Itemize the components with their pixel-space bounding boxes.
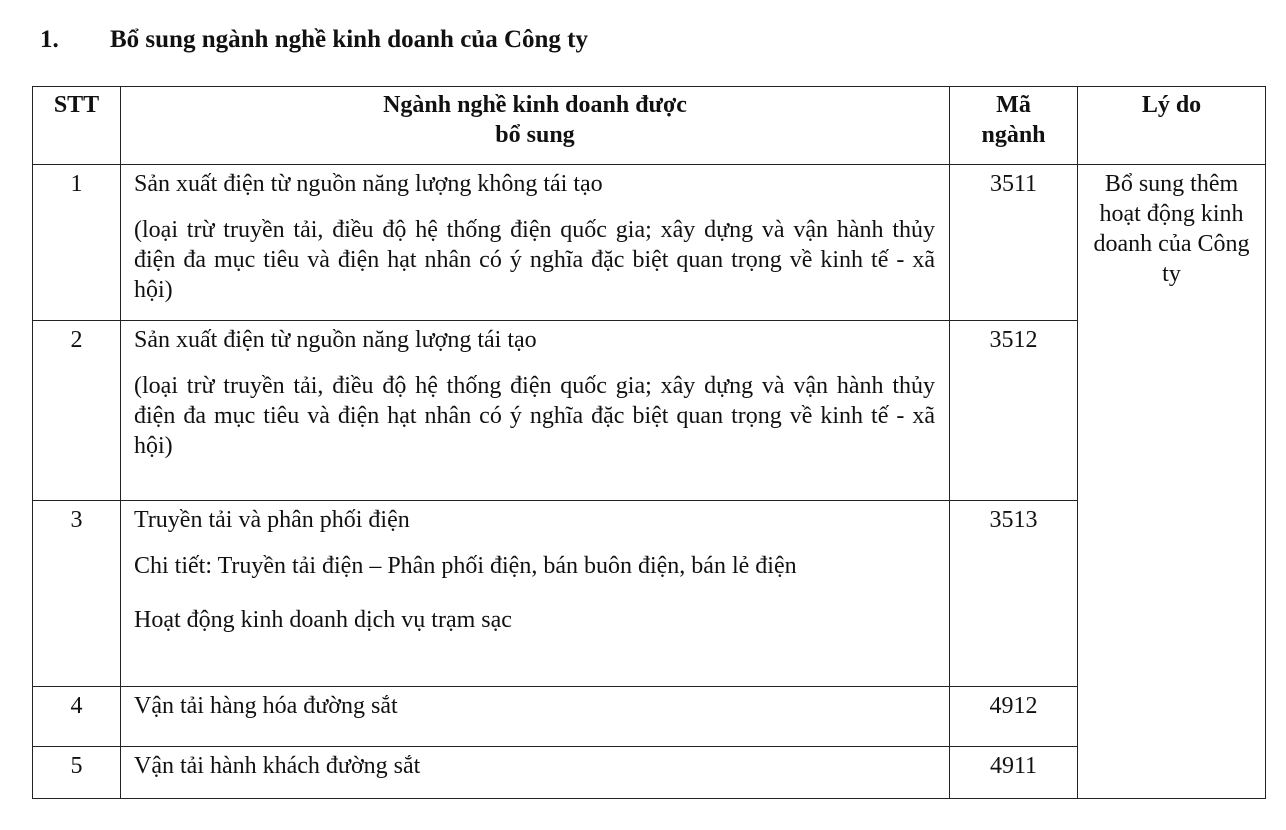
header-business-line-1: Ngành nghề kinh doanh được: [383, 92, 687, 118]
row-stt: 4: [33, 687, 121, 747]
header-code-1: Mã: [996, 92, 1031, 118]
header-business-line-2: bổ sung: [495, 122, 575, 148]
row-business-line: [121, 165, 950, 321]
row-detail-2: Hoạt động kinh doanh dịch vụ trạm sạc: [134, 607, 512, 633]
reason-cell: Bổ sung thêm hoạt động kinh doanh của Công ty: [1078, 165, 1266, 799]
row-title: Truyền tải và phân phối điện: [134, 507, 410, 533]
header-code: [950, 87, 1078, 165]
business-lines-table: [32, 86, 1266, 799]
row-code: 3513: [950, 501, 1078, 687]
row-title: Sản xuất điện từ nguồn năng lượng tái tạo: [134, 327, 537, 353]
row-stt: 5: [33, 747, 121, 799]
table-row: [33, 165, 1266, 321]
row-code: 3511: [950, 165, 1078, 321]
row-code: 4911: [950, 747, 1078, 799]
section-heading: [40, 26, 588, 54]
row-business-line: [121, 747, 950, 799]
row-stt: 2: [33, 321, 121, 501]
row-detail: (loại trừ truyền tải, điều độ hệ thống điện quốc gia; xây dựng và vận hành thủy điện đa mục tiêu và điện hạt nhân có ý nghĩa đặc biệt quan trọng về kinh tế - xã hội): [134, 217, 935, 303]
header-code-2: ngành: [981, 122, 1046, 148]
row-code: 3512: [950, 321, 1078, 501]
table-header-row: [33, 87, 1266, 165]
row-title: Vận tải hành khách đường sắt: [134, 753, 421, 779]
row-title: Vận tải hàng hóa đường sắt: [134, 693, 398, 719]
row-business-line: [121, 321, 950, 501]
row-business-line: [121, 687, 950, 747]
header-business-line: [121, 87, 950, 165]
header-reason: Lý do: [1078, 87, 1266, 165]
row-title: Sản xuất điện từ nguồn năng lượng không tái tạo: [134, 171, 603, 197]
section-number: 1.: [40, 26, 59, 53]
row-stt: 3: [33, 501, 121, 687]
section-title: Bổ sung ngành nghề kinh doanh của Công ty: [110, 26, 588, 53]
row-detail: Chi tiết: Truyền tải điện – Phân phối điện, bán buôn điện, bán lẻ điện: [134, 553, 797, 579]
header-stt: STT: [33, 87, 121, 165]
row-stt: 1: [33, 165, 121, 321]
row-business-line: [121, 501, 950, 687]
row-code: 4912: [950, 687, 1078, 747]
row-detail: (loại trừ truyền tải, điều độ hệ thống điện quốc gia; xây dựng và vận hành thủy điện đa mục tiêu và điện hạt nhân có ý nghĩa đặc biệt quan trọng về kinh tế - xã hội): [134, 373, 935, 459]
